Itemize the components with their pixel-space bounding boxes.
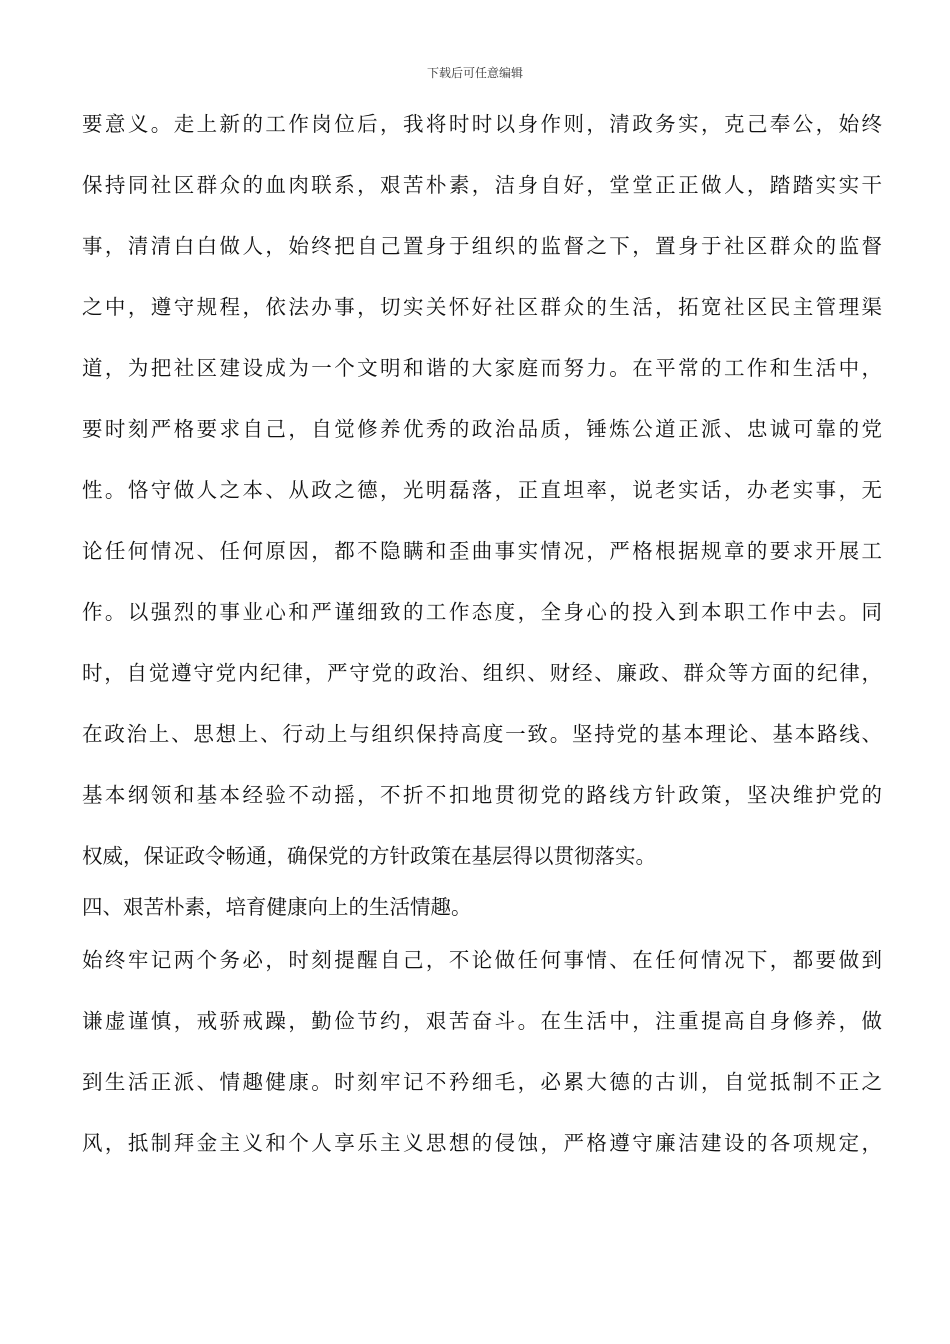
text-line: 要意义。走上新的工作岗位后，我将时时以身作则，清政务实，克己奉公，始终 bbox=[82, 112, 882, 136]
text-line: 时，自觉遵守党内纪律，严守党的政治、组织、财经、廉政、群众等方面的纪律， bbox=[82, 661, 882, 685]
document-body bbox=[82, 109, 882, 1159]
section-heading: 四、艰苦朴素，培育健康向上的生活情趣。 bbox=[82, 895, 472, 919]
text-line: 保持同社区群众的血肉联系，艰苦朴素，洁身自好，堂堂正正做人，踏踏实实干 bbox=[82, 173, 882, 197]
text-line: 到生活正派、情趣健康。时刻牢记不矜细毛，必累大德的古训，自觉抵制不正之 bbox=[82, 1070, 882, 1094]
text-line: 之中，遵守规程，依法办事，切实关怀好社区群众的生活，拓宽社区民主管理渠 bbox=[82, 295, 882, 319]
text-line: 风，抵制拜金主义和个人享乐主义思想的侵蚀，严格遵守廉洁建设的各项规定， bbox=[82, 1131, 882, 1155]
text-line: 道，为把社区建设成为一个文明和谐的大家庭而努力。在平常的工作和生活中， bbox=[82, 356, 882, 380]
page-header-note: 下载后可任意编辑 bbox=[426, 66, 523, 80]
text-line: 作。以强烈的事业心和严谨细致的工作态度，全身心的投入到本职工作中去。同 bbox=[82, 600, 882, 624]
text-line: 权威，保证政令畅通，确保党的方针政策在基层得以贯彻落实。 bbox=[82, 844, 656, 868]
text-line: 论任何情况、任何原因，都不隐瞒和歪曲事实情况，严格根据规章的要求开展工 bbox=[82, 539, 882, 563]
text-line: 要时刻严格要求自己，自觉修养优秀的政治品质，锤炼公道正派、忠诚可靠的党 bbox=[82, 417, 882, 441]
text-line: 性。恪守做人之本、从政之德，光明磊落，正直坦率，说老实话，办老实事，无 bbox=[82, 478, 882, 502]
text-line: 始终牢记两个务必，时刻提醒自己，不论做任何事情、在任何情况下，都要做到 bbox=[82, 948, 882, 972]
text-line: 事，清清白白做人，始终把自己置身于组织的监督之下，置身于社区群众的监督 bbox=[82, 234, 882, 258]
text-line: 在政治上、思想上、行动上与组织保持高度一致。坚持党的基本理论、基本路线、 bbox=[82, 722, 882, 746]
text-line: 谦虚谨慎，戒骄戒躁，勤俭节约，艰苦奋斗。在生活中，注重提高自身修养，做 bbox=[82, 1009, 882, 1033]
text-line: 基本纲领和基本经验不动摇，不折不扣地贯彻党的路线方针政策，坚决维护党的 bbox=[82, 783, 882, 807]
